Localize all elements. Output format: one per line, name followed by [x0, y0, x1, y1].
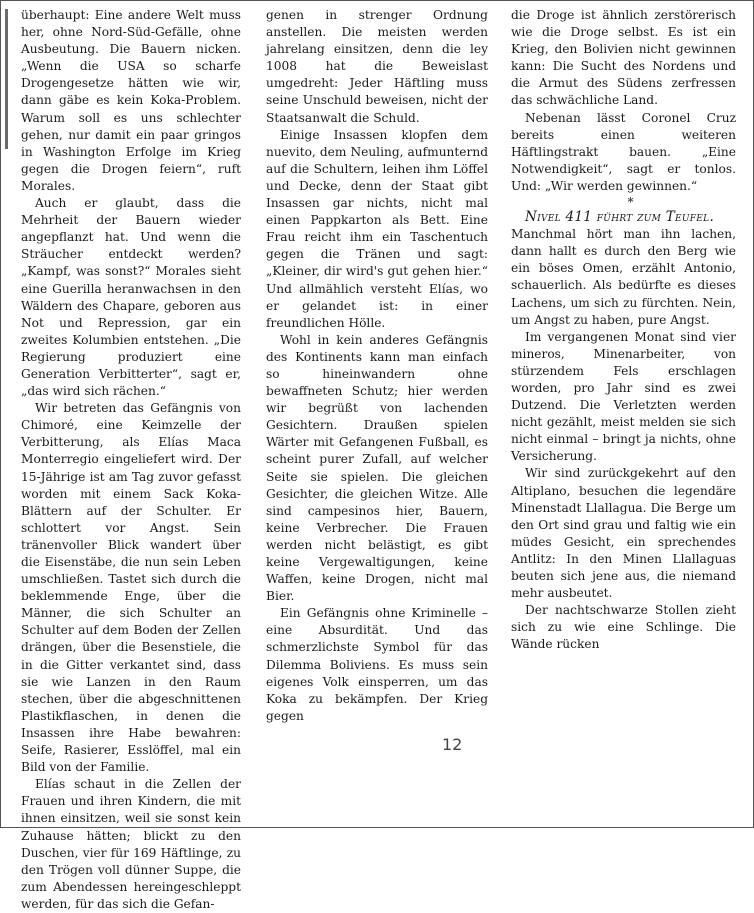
paragraph: Wir betreten das Gefängnis von Chimoré, eine Keimzelle der Verbitterung, als Elías Maca Monterregio eingeliefert wird. Der 15-Jährige ist am Tag zuvor gefasst worden mit einem Sack Koka-Blättern auf der Schulter. Er schlottert vor Angst. Sein tränenvoller Blick wandert über die Eisenstäbe, die nun sein Leben umschließen. Tastet sich durch die beklemmende Enge, über die Männer, die sich Schulter an Schulter auf dem Boden der Zellen drängen, über die Besenstiele, die in die Gitter verkantet sind, dass sie wie Lanzen in den Raum stechen, über die abgeschnittenen Plastikflaschen, in denen die Insassen ihre Habe bewahren: Seife, Rasierer, Esslöffel, mal ein Bild von der Familie.: [21, 401, 241, 775]
margin-scan-mark: [5, 9, 8, 149]
section-heading: Nivel 411 führt zum Teufel.: [525, 209, 715, 226]
paragraph: überhaupt: Eine andere Welt muss her, ohne Nord-Süd-Gefälle, ohne Ausbeutung. Die Bauern nicken. „Wenn die USA so scharfe Drogengesetze hätten wie wir, dann gäbe es kein Koka-Problem. Warum soll es uns schlechter gehen, nur damit ein paar gringos in Washington Erfolge im Krieg gegen die Drogen feiern“, ruft Morales.: [21, 8, 241, 193]
paragraph: Auch er glaubt, dass die Mehrheit der Bauern wieder angepflanzt hat. Und wenn die Sträucher entdeckt werden? „Kampf, was sonst?“ Morales sieht eine Guerilla heranwachsen in den Wäldern des Chapare, geboren aus Not und Repression, gar ein zweites Kolumbien entstehen. „Die Regierung produziert eine Generation Verbitterter“, sagt er, „das wird sich rächen.“: [21, 196, 241, 399]
section-separator: *: [627, 195, 634, 210]
paragraph: Wir sind zurückgekehrt auf den Altiplano, besuchen die legendäre Minenstadt Llallagua. Die Berge um den Ort sind grau und faltig wie ein müdes Gesicht, ein sprechendes Antlitz: In den Minen Llallaguas beuten sich jene aus, die niemand mehr ausbeutet.: [511, 466, 736, 601]
text-column-3: [511, 7, 736, 653]
paragraph: Der nachtschwarze Stollen zieht sich zu wie eine Schlinge. Die Wände rücken: [511, 603, 736, 652]
paragraph: Einige Insassen klopfen dem nuevito, dem Neuling, aufmunternd auf die Schultern, leihen ihm Löffel und Decke, denn der Staat gibt Insassen gar nichts, nicht mal einen Pappkarton als Bett. Eine Frau reicht ihm ein Taschentuch gegen die Tränen und sagt: „Kleiner, dir wird's gut gehen hier.“ Und allmählich versteht Elías, wo er gelandet ist: in einer freundlichen Hölle.: [266, 127, 488, 330]
paragraph: die Droge ist ähnlich zerstörerisch wie die Droge selbst. Es ist ein Krieg, den Bolivien nicht gewinnen kann: Die Sucht des Nordens und die Armut des Südens zerfressen das schwächliche Land.: [511, 8, 736, 108]
paragraph: Wohl in kein anderes Gefängnis des Kontinents kann man einfach so hineinwandern ohne bewaffneten Schutz; hier werden wir begrüßt von lachenden Gesichtern. Draußen spielen Wärter mit Gefangenen Fußball, es scheint purer Zufall, auf welcher Seite sie spielen. Die gleichen Gesichter, die gleichen Witze. Alle sind campesinos hier, Bauern, keine Verbrecher. Die Frauen werden nicht belästigt, es gibt keine Vergewaltigungen, keine Waffen, keine Drogen, nicht mal Bier.: [266, 332, 488, 604]
paragraph: Nebenan lässt Coronel Cruz bereits einen weiteren Häftlingstrakt bauen. „Eine Notwendigkeit“, sagt er tonlos. Und: „Wir werden gewinnen.“: [511, 110, 736, 193]
text-column-1: [21, 7, 241, 913]
paragraph: Ein Gefängnis ohne Kriminelle – eine Absurdität. Und das schmerzlichste Symbol für das Dilemma Boliviens. Es muss sein eigenes Volk einsperren, um das Koka zu bekämpfen. Der Krieg gegen: [266, 606, 488, 723]
page-number: 12: [442, 735, 463, 754]
paragraph: Im vergangenen Monat sind vier mineros, Minenarbeiter, von stürzendem Fels erschlagen worden, pro Jahr sind es zwei Dutzend. Die Verletzten werden nicht gezählt, meist melden sie sich nicht einmal – bringt ja nichts, ohne Versicherung.: [511, 329, 736, 464]
paragraph: Manchmal hört man ihn lachen, dann hallt es durch den Berg wie ein böses Omen, erzählt Antonio, schauerlich. Als bedürfte es dieses Lachens, um sich zu fürchten. Nein, um Angst zu haben, pure Angst.: [511, 227, 736, 327]
paragraph: Elías schaut in die Zellen der Frauen und ihren Kindern, die mit ihnen einsitzen, weil sie sonst kein Zuhause hätten; blickt zu den Duschen, vier für 169 Häftlinge, zu den Trögen voll dünner Suppe, die zum Abendessen hereingeschleppt werden, für das sich die Gefan-: [21, 777, 241, 911]
text-column-2: [266, 7, 488, 725]
paragraph: genen in strenger Ordnung anstellen. Die meisten werden jahrelang einsitzen, denn die ley 1008 hat die Beweislast umgedreht: Jeder Häftling muss seine Unschuld beweisen, nicht der Staatsanwalt die Schuld.: [266, 8, 488, 125]
